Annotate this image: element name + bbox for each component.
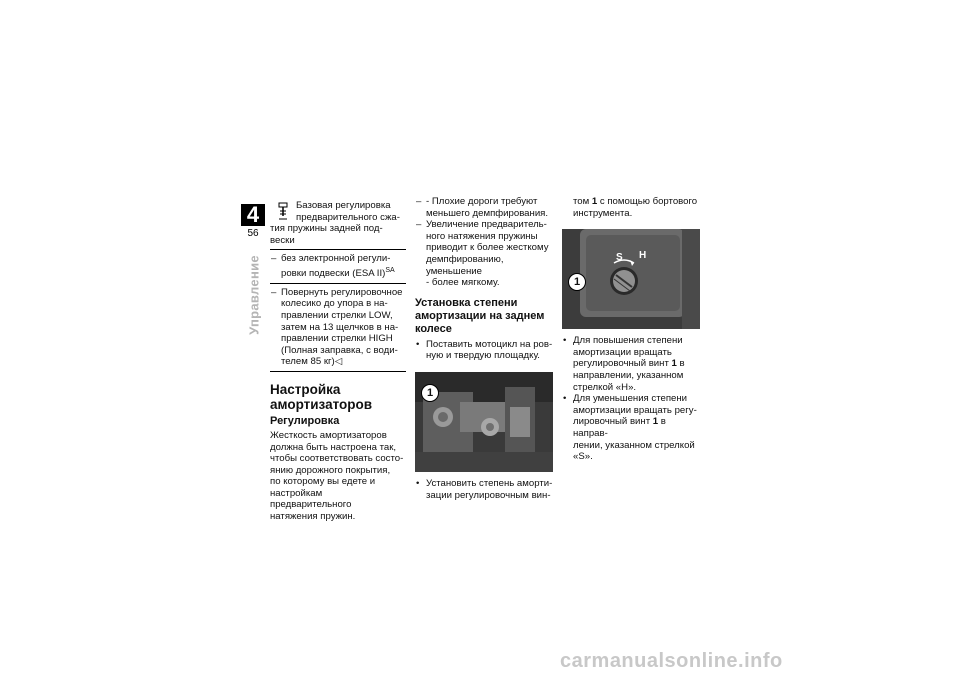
list-line: лении, указанном стрелкой [573,439,695,451]
text: в [676,358,685,370]
ref-number: 1 [591,196,598,207]
bullet-marker: • [563,393,567,405]
chapter-title-text: Управление [246,255,262,335]
body-line: по которому вы едете и [270,476,376,488]
subheading: Регулировка [270,414,340,427]
callout-1: 1 [568,273,586,291]
chapter-number: 4 [241,204,265,226]
ref-number: 1 [671,358,677,370]
list-line: зации регулировочным вин- [426,489,551,501]
list-text: ровки подвески (ESA II) [281,268,386,280]
text: регулировочный винт [573,358,672,370]
continued-line [562,196,700,208]
section-heading [270,382,406,412]
bullet-item [415,339,553,362]
heading-line: амортизаторов [270,396,373,412]
body-line: должна быть настроена так, [270,441,397,453]
section-heading [415,297,553,336]
list-line: - Плохие дороги требуют [426,196,538,207]
list-line: амортизации вращать регу- [573,404,697,416]
divider [270,283,406,284]
list-line: Поставить мотоцикл на ров- [426,338,553,350]
text: в направ- [573,416,666,439]
list-line: меньшего демпфирования. [426,207,549,219]
list-line: (Полная заправка, с води- [281,344,398,356]
note-line: Базовая регулировка [296,200,391,211]
list-line [573,416,700,439]
body-line: настройкам предварительного [270,487,352,511]
list-line: правлении стрелки HIGH [281,333,393,345]
divider [270,249,406,250]
list-item [415,196,553,219]
watermark: carmanualsonline.info [560,650,783,672]
body-line: янию дорожного покрытия, [270,464,391,476]
list-line [281,265,406,280]
page-number: 56 [247,228,259,239]
list-line: ного натяжения пружины [426,230,538,242]
list-line: амортизации вращать [573,346,672,358]
list-line: телем 85 кг)◁ [281,356,343,368]
chapter-title [234,240,277,350]
bullet-marker: • [416,338,420,350]
list-line: затем на 13 щелчков в на- [281,321,399,333]
list-line: Для повышения степени [573,335,683,347]
list-item [270,253,406,279]
list-item [270,287,406,368]
list-line: стрелкой «H». [573,381,637,393]
continued-line: инструмента. [573,207,633,219]
text: том [573,196,592,207]
list-line [573,358,700,370]
column-2 [415,196,553,501]
body-line: чтобы соответствовать состо- [270,453,404,465]
heading-line: колесе [415,322,452,335]
list-line: Для уменьшения степени [573,393,688,405]
dash-marker: – [416,196,422,207]
superscript-sa: SA [385,266,395,274]
list-line: Установить степень аморти- [426,477,553,489]
bullet-item [415,478,553,501]
list-line: направлении, указанном [573,369,684,381]
dash-marker: – [271,286,277,298]
list-line: Повернуть регулировочное [281,286,403,298]
damping-screw-photo [562,229,700,329]
list-line: правлении стрелки LOW, [281,309,393,321]
list-line: колесико до упора в на- [281,298,388,310]
bullet-item [562,335,700,393]
dash-marker: – [416,219,422,231]
note-line: предварительного сжа- [296,211,400,223]
heading-line: амортизации на заднем [415,309,545,322]
note-line: тия пружины задней под- [270,223,383,235]
bullet-marker: • [563,335,567,347]
list-line: ную и твердую площадку. [426,350,540,362]
list-line: Увеличение предваритель- [426,219,547,231]
text: с помощью бортового [597,196,698,207]
list-line: демпфированию, уменьшение [426,253,504,277]
text: лировочный винт [573,416,653,428]
wrench-note-icon [278,202,288,220]
callout-1: 1 [421,384,439,402]
note-block [270,200,406,223]
ref-number: 1 [652,416,659,428]
body-line: натяжения пружин. [270,511,356,523]
heading-line: Настройка [270,381,341,397]
list-line: без электронной регули- [281,253,391,265]
note-line: вески [270,234,295,246]
list-line: приводит к более жесткому [426,242,549,254]
divider [270,371,406,372]
heading-line: Установка степени [415,296,518,309]
bullet-marker: • [416,477,420,489]
list-line: «S». [573,451,593,463]
column-1 [270,200,406,523]
bullet-item [562,393,700,463]
shock-absorber-photo [415,372,553,472]
dash-marker: – [271,253,277,265]
list-item [415,219,553,289]
label-h: H [639,250,647,262]
column-3 [562,196,700,463]
label-s: S [616,252,623,264]
body-line: Жесткость амортизаторов [270,429,387,441]
list-line: - более мягкому. [426,277,500,289]
